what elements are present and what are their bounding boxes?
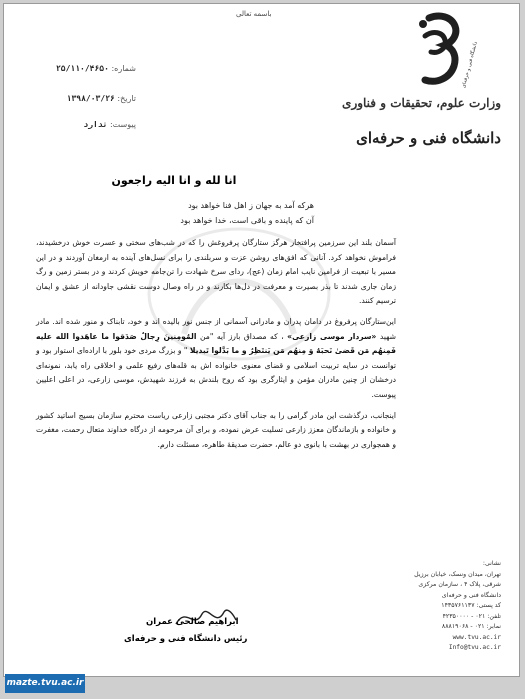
address-label: نشانی: (482, 560, 501, 567)
university-name: دانشگاه فنی و حرفه‌ای (356, 129, 501, 147)
attachment-value: ندارد (83, 120, 108, 129)
contact-block (405, 559, 501, 654)
phone-label: تلفن: (487, 612, 501, 620)
footer-url-badge[interactable]: mazte.tvu.ac.ir (5, 674, 85, 693)
date-value: ۱۳۹۸/۰۳/۲۶ (66, 94, 115, 103)
phone-number: ۰۲۱ - ۴۲۳۵۰۰۰۰ (442, 612, 486, 620)
paragraph-2-start: این‌ستارگان پرفروغ در دامان پدران و مادرانی آسمانی از جنس نور بالیده اند و خود، تابناک و منور شده اند. مادر شهید (36, 316, 396, 341)
university-logo (399, 12, 489, 92)
number-label: شماره: (111, 64, 136, 73)
poem-line: آن که پاینده و باقی است، خدا خواهد بود (180, 216, 314, 225)
signatory-title: رئیس دانشگاه فنی و حرفه‌ای (124, 634, 248, 644)
paragraph-3: اینجانب، درگذشت این مادر گرامی را به جناب آقای دکتر مجتبی زارعی ریاست محترم سازمان بسیج اساتید کشور و خانواده و بازماندگان معزز زارعی تسلیت عرض نموده، و برای آن مرحومه از درگاه خداوند متعال رحمت، مغفرت و همجواری در بهشت با بانوی دو عالم، حضرت صدیقهٔ طاهره، مسئلت دارم. (36, 410, 396, 449)
paragraph-1: آسمان بلند این سرزمین پرافتخار هرگز ستارگان پرفروغش را که در شب‌های سختی و عسرت خوش درخشیدند، فراموش نخواهد کرد. آنانی که افق‌های روشن عزت و سربلندی را برای نسل‌های آینده به ارمغان آوردند و در این مسیر با تبعیت از فرامین نایب امام زمان (عج)، ردای سرخ شهادت را تن‌جامه خویش کردند و در بستر زمین و رگ زمان جاری شدند تا بذر بصیرت و معرفت در دل‌ها بکارند و در راه وصال دوست نقشی جاودانه از عشق و ایمان ترسیم کنند. (36, 238, 396, 306)
letter-date (26, 94, 136, 103)
paragraph-2-end: " و بزرگ مردی خود بلور با اراده‌ای استوار بود و توانست در سایه تربیت اسلامی و قضای معنوی خانواده اش به قله‌های رفیع علمی و اخلاقی راه یابد، نمونه‌ای درخشان از چنین مادران مؤمن و ایثارگری بود که روح بلندش به فرزند شهیدش، موسی زارعی، در اعلی اعلیین پیوست. (36, 346, 396, 399)
number-value: ۲۵/۱۱۰/۴۶۵۰ (55, 64, 109, 73)
date-label: تاریخ: (117, 94, 136, 103)
letter-page (3, 3, 520, 677)
postal-code: ۱۴۳۵۷۶۱۱۳۷ (441, 602, 475, 609)
letter-title: انا لله و انا الیه راجعون (111, 174, 237, 187)
paragraph-2 (36, 315, 396, 403)
ministry-name: وزارت علوم، تحقیقات و فناوری (342, 96, 501, 110)
paragraph-2-mid: ، که مصداق بارز آیه "من (199, 331, 284, 341)
letter-attachment (26, 120, 136, 129)
postal-label: کد پستی: (476, 602, 501, 609)
logo-caption: دانشگاه فنی و حرفه‌ای (460, 40, 479, 89)
fax-label: نمابر: (486, 623, 501, 630)
letter-body (36, 236, 396, 458)
attachment-label: پیوست: (109, 120, 136, 129)
poem-line: هرکه آمد به جهان ز اهل فنا خواهد بود (188, 201, 314, 210)
address-text: تهران، میدان ونسک، خیابان برزیل شرقی، پلاک ۴ ، سازمان مرکزی دانشگاه فنی و حرفه‌ای (414, 570, 501, 599)
website-link[interactable]: www.tvu.ac.ir (452, 633, 501, 641)
fax-number: ۰۲۱ - ۸۸۸۱۹۰۶۸ (441, 623, 485, 630)
bismillah-header: باسمه تعالی (236, 10, 272, 18)
email-link[interactable]: Info@tvu.ac.ir (448, 644, 501, 651)
letter-number (26, 64, 136, 73)
martyr-name: «سردار موسی زارعی» (287, 331, 377, 341)
quran-verse: المُومِنينَ رِجالٌ صَدَقوا ما عاهَدوا الله عليه فَمِنهُم مَن قَضىٰ نَحبَهُ وَ مِنهُم مَن يَنتَظِرُ و ما بَدَّلوا تَبديلا (36, 331, 396, 356)
signatory-name: ابراهیم صالحیٔ عمران (146, 617, 239, 627)
